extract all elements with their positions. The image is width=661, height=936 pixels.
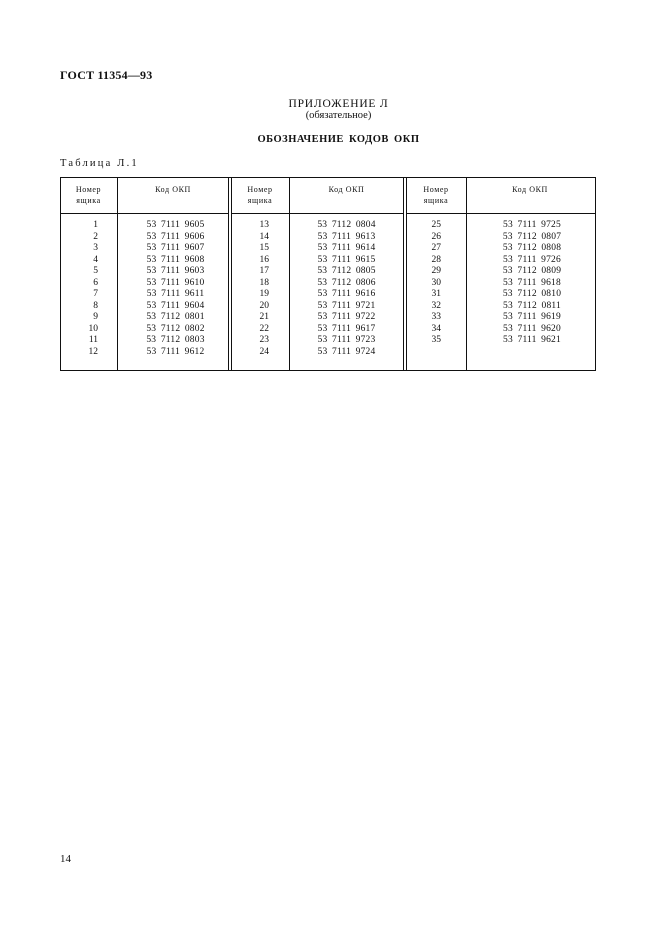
box-number-cell: 4 xyxy=(93,254,98,265)
okp-code-cell: 53 7111 9725 xyxy=(503,220,561,230)
okp-code-cell: 53 7111 9621 xyxy=(503,335,561,345)
code-column-header: Код ОКП xyxy=(155,185,191,194)
box-number-cell: 22 xyxy=(259,323,269,334)
appendix-title: ПРИЛОЖЕНИЕ Л xyxy=(288,98,389,110)
box-number-cell: 27 xyxy=(431,243,441,253)
box-number-cell: 18 xyxy=(259,277,269,288)
okp-code-cell: 53 7112 0803 xyxy=(146,335,205,345)
okp-code-cell: 53 7112 0807 xyxy=(502,231,562,242)
header-rule xyxy=(231,213,404,214)
number-header-line: ящика xyxy=(76,196,101,205)
okp-code-cell: 53 7111 9619 xyxy=(503,312,561,322)
okp-code-cell: 53 7111 9603 xyxy=(146,266,205,276)
table-caption: Таблица Л.1 xyxy=(60,158,139,169)
okp-code-cell: 53 7111 9723 xyxy=(317,335,376,345)
okp-code-cell: 53 7111 9615 xyxy=(317,254,376,265)
header-rule xyxy=(60,213,229,214)
okp-code-cell: 53 7111 9618 xyxy=(503,277,561,288)
okp-code-cell: 53 7112 0802 xyxy=(146,323,205,334)
box-number-cell: 34 xyxy=(431,323,441,334)
number-header-line: Номер xyxy=(75,185,102,194)
okp-code-cell: 53 7112 0808 xyxy=(502,243,562,253)
document-code: ГОСТ 11354—93 xyxy=(60,68,153,82)
okp-code-cell: 53 7111 9607 xyxy=(146,243,205,253)
box-number-cell: 1 xyxy=(93,220,98,230)
page-number: 14 xyxy=(60,853,71,865)
code-column xyxy=(117,220,234,358)
table-right-border xyxy=(595,178,596,370)
okp-code-cell: 53 7111 9721 xyxy=(317,300,376,311)
number-column-header xyxy=(231,178,289,213)
box-number-cell: 15 xyxy=(259,243,269,253)
okp-code-cell: 53 7112 0805 xyxy=(317,266,376,276)
okp-code-cell: 53 7111 9608 xyxy=(146,254,205,265)
code-column xyxy=(289,220,404,358)
okp-code-cell: 53 7112 0806 xyxy=(317,277,376,288)
box-number-cell: 24 xyxy=(259,346,269,357)
okp-code-cell: 53 7112 0811 xyxy=(503,300,561,311)
okp-code-cell: 53 7111 9605 xyxy=(146,220,205,230)
box-number-cell: 12 xyxy=(88,346,98,357)
box-number-cell: 11 xyxy=(88,335,98,345)
box-number-cell: 6 xyxy=(93,277,98,288)
okp-code-cell: 53 7112 0801 xyxy=(146,312,205,322)
number-column-header xyxy=(60,178,117,213)
section-title: ОБОЗНАЧЕНИЕ КОДОВ ОКП xyxy=(257,134,420,145)
okp-code-cell: 53 7111 9724 xyxy=(317,346,376,357)
box-number-cell: 19 xyxy=(259,289,269,299)
box-number-cell: 32 xyxy=(431,300,441,311)
box-number-cell: 25 xyxy=(431,220,441,230)
table-left-border xyxy=(60,178,61,370)
box-number-cell: 13 xyxy=(259,220,269,230)
number-column xyxy=(406,220,441,347)
box-number-cell: 21 xyxy=(259,312,269,322)
table-group-3 xyxy=(406,178,596,370)
number-header-line: ящика xyxy=(423,196,449,205)
okp-code-cell: 53 7111 9614 xyxy=(317,243,376,253)
okp-code-cell: 53 7111 9606 xyxy=(146,231,205,242)
box-number-cell: 14 xyxy=(259,231,269,242)
okp-code-cell: 53 7111 9616 xyxy=(317,289,376,299)
number-header-line: Номер xyxy=(423,185,449,194)
box-number-cell: 26 xyxy=(431,231,441,242)
number-column xyxy=(60,220,98,358)
okp-code-cell: 53 7111 9611 xyxy=(146,289,205,299)
box-number-cell: 33 xyxy=(431,312,441,322)
number-header-line: ящика xyxy=(247,196,273,205)
box-number-cell: 23 xyxy=(259,335,269,345)
box-number-cell: 8 xyxy=(93,300,98,311)
table-group-1 xyxy=(60,178,229,370)
okp-code-cell: 53 7111 9620 xyxy=(503,323,561,334)
box-number-cell: 3 xyxy=(93,243,98,253)
box-number-cell: 7 xyxy=(93,289,98,299)
okp-code-cell: 53 7111 9722 xyxy=(317,312,376,322)
table-group-2 xyxy=(231,178,404,370)
box-number-cell: 16 xyxy=(259,254,269,265)
okp-code-cell: 53 7111 9613 xyxy=(317,231,376,242)
code-column-header: Код ОКП xyxy=(328,185,365,194)
number-header-line: Номер xyxy=(247,185,273,194)
okp-code-cell: 53 7112 0809 xyxy=(502,266,562,276)
header-rule xyxy=(406,213,596,214)
okp-code-cell: 53 7112 0804 xyxy=(317,220,376,230)
code-column xyxy=(466,220,598,347)
okp-code-cell: 53 7111 9617 xyxy=(317,323,376,334)
code-column-header: Код ОКП xyxy=(512,185,548,194)
box-number-cell: 9 xyxy=(93,312,98,322)
box-number-cell: 30 xyxy=(431,277,441,288)
okp-code-cell: 53 7111 9726 xyxy=(503,254,561,265)
okp-code-cell: 53 7112 0810 xyxy=(502,289,562,299)
box-number-cell: 29 xyxy=(431,266,441,276)
box-number-cell: 35 xyxy=(431,335,441,345)
okp-codes-table xyxy=(60,177,596,371)
box-number-cell: 17 xyxy=(259,266,269,276)
box-number-cell: 10 xyxy=(88,323,98,334)
box-number-cell: 31 xyxy=(431,289,441,299)
box-number-cell: 20 xyxy=(259,300,269,311)
okp-code-cell: 53 7111 9612 xyxy=(146,346,205,357)
appendix-note: (обязательное) xyxy=(305,110,372,121)
box-number-cell: 2 xyxy=(93,231,98,242)
number-column xyxy=(231,220,269,358)
box-number-cell: 28 xyxy=(431,254,441,265)
okp-code-cell: 53 7111 9610 xyxy=(146,277,205,288)
okp-code-cell: 53 7111 9604 xyxy=(146,300,205,311)
number-column-header xyxy=(406,178,466,213)
box-number-cell: 5 xyxy=(93,266,98,276)
